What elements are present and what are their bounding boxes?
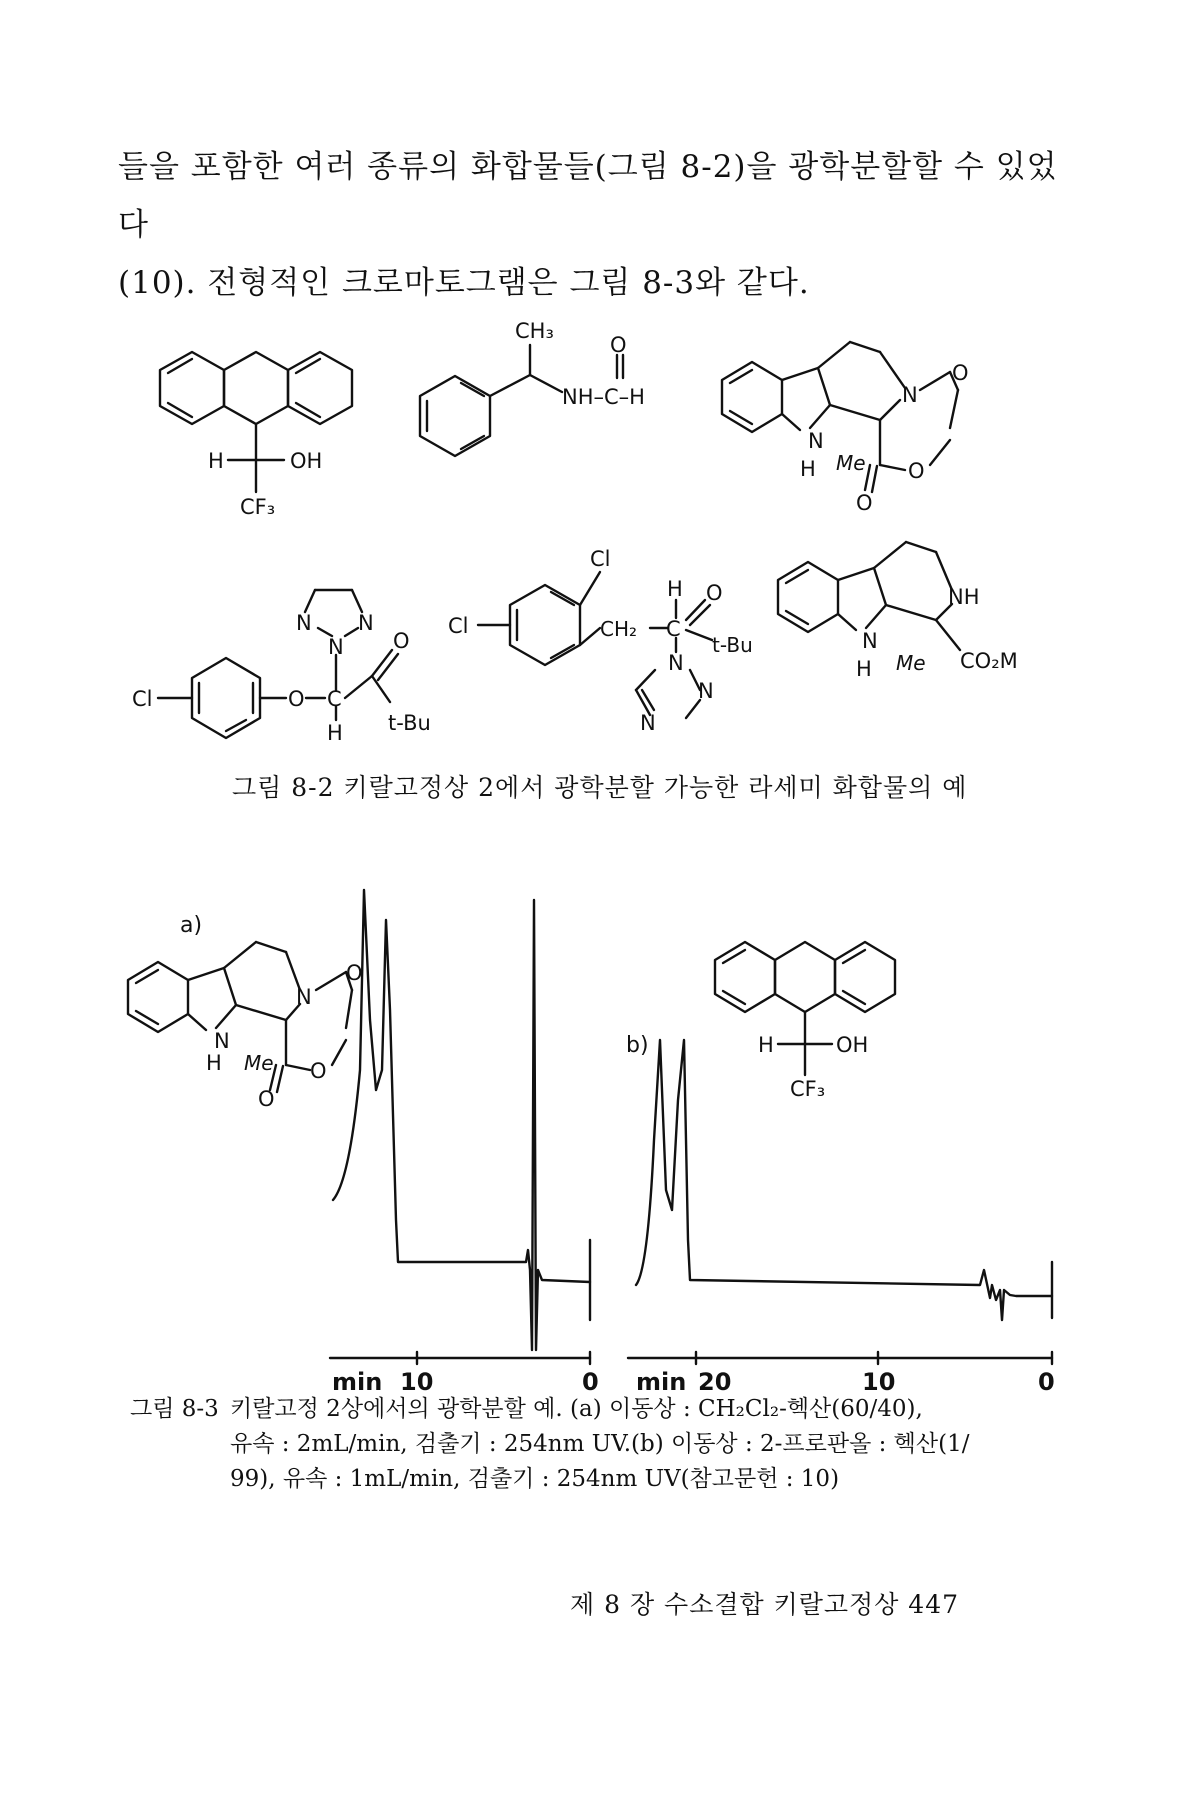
label-h-indole2: H [856,657,872,681]
label-n-triazole3: N [640,711,656,735]
paragraph-line-1: 들을 포함한 여러 종류의 화합물들(그림 8-2)을 광학분할할 수 있었다 [118,149,1058,243]
label-n-amide: N [902,383,918,407]
label-c2: C [666,617,681,641]
label-n-triazole2: N [698,679,714,703]
panel-a-label: a) [180,913,203,938]
label-n-indole: N [808,429,824,453]
label-h: H [208,449,224,473]
carboline-oxazinedione-structure [722,342,969,515]
label-ch3: CH₃ [515,319,554,343]
panel-a-o-lactone: O [258,1087,275,1111]
label-o-ether: O [288,687,305,711]
label-nh-c-h: NH–C–H [562,385,645,409]
label-h-indole: H [800,457,816,481]
label-o-lactone: O [856,491,873,515]
figure-8-3-caption-line-1: 키랄고정 2상에서의 광학분할 예. (a) 이동상 : CH₂Cl₂-헥산(60/40), [230,1396,923,1422]
label-tbu2: t-Bu [712,633,753,657]
axis-a-tick-10: 10 [400,1368,434,1396]
label-tbu: t-Bu [388,711,431,735]
label-cl-para: Cl [448,614,469,638]
dichlorophenyl-triazolyl-ketone-structure [448,547,753,735]
panel-b-structure [626,942,895,1101]
label-n2: N [358,611,374,635]
panel-a-o-keto: O [346,961,363,985]
label-cf3: CF₃ [240,495,276,519]
label-cl-ortho: Cl [590,547,611,571]
panel-b-label: b) [626,1033,649,1058]
paragraph-line-2: (10). 전형적인 크로마토그램은 그림 8-3와 같다. [118,265,810,301]
axis-b-tick-20: 20 [698,1368,732,1396]
label-nh: NH [948,585,980,609]
panel-a-n-amide: N [296,985,312,1009]
label-h-c: H [327,721,343,745]
label-o-ring: O [908,459,925,483]
axis-b-unit: min [636,1368,687,1396]
climbazole-like-structure [132,590,431,745]
anthracene-trifluoroethanol-structure [160,352,352,519]
chromatogram-b [628,1040,1055,1396]
label-me: Me [836,451,866,475]
label-n1: N [296,611,312,635]
label-n3: N [328,635,344,659]
label-me2: Me [896,651,926,675]
panel-a-structure [128,913,363,1111]
phenylethyl-formamide-structure [420,319,645,456]
label-c: C [327,687,342,711]
label-cl: Cl [132,687,153,711]
label-oh: OH [290,449,323,473]
figure-8-3-number: 그림 8-3 [130,1396,219,1422]
label-o-keto2: O [393,629,410,653]
panel-a-o-ring: O [310,1059,327,1083]
axis-b-tick-0: 0 [1038,1368,1055,1396]
panel-b-cf3: CF₃ [790,1077,826,1101]
figure-8-3-caption-line-2: 유속 : 2mL/min, 검출기 : 254nm UV.(b) 이동상 : 2-프로판올 : 헥산(1/ [230,1431,970,1457]
label-h-top: H [667,577,683,601]
chromatogram-a-trace [333,890,590,1350]
figure-8-3-caption-line-3: 99), 유속 : 1mL/min, 검출기 : 254nm UV(참고문헌 : 10) [230,1466,840,1492]
tetrahydrocarboline-carboxylate-structure [778,542,1018,681]
axis-b-tick-10: 10 [862,1368,896,1396]
panel-a-me: Me [244,1051,274,1075]
panel-b-h: H [758,1033,774,1057]
label-n-triazole1: N [668,651,684,675]
axis-a-tick-0: 0 [582,1368,599,1396]
chromatogram-a [330,890,599,1396]
label-o-keto: O [952,361,969,385]
figure-8-3-caption [130,1392,1030,1497]
panel-b-oh: OH [836,1033,869,1057]
panel-a-h-indole: H [206,1051,222,1075]
panel-a-n-indole: N [214,1029,230,1053]
label-co2m: CO₂M [960,649,1018,673]
label-ch2: CH₂ [600,617,638,641]
label-n-indole2: N [862,629,878,653]
figure-8-2-caption: 그림 8-2 키랄고정상 2에서 광학분할 가능한 라세미 화합물의 예 [232,773,968,802]
chromatogram-b-trace [636,1040,1052,1320]
label-o-keto3: O [706,581,723,605]
page-footer: 제 8 장 수소결합 키랄고정상 447 [570,1590,960,1619]
axis-a-unit: min [332,1368,383,1396]
label-o: O [610,333,627,357]
